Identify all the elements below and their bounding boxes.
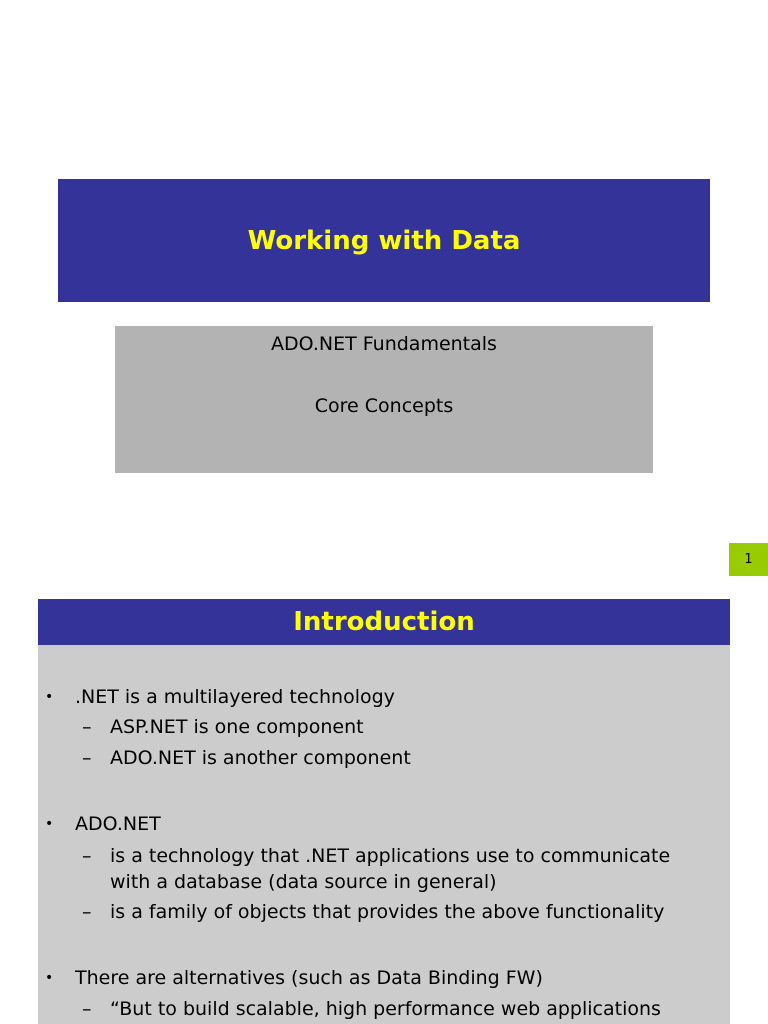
bullet-1-sub-1: ASP.NET is one component [110,716,364,738]
sub-bullet-dash: – [82,845,92,867]
title-banner [58,179,710,302]
sub-bullet-dash: – [82,901,92,923]
page-number-badge: 1 [729,543,768,576]
bullet-dot: • [45,689,54,705]
subtitle-line-1: ADO.NET Fundamentals [271,333,497,355]
bullet-3: There are alternatives (such as Data Binding FW) [75,967,543,989]
subtitle-box [115,326,653,473]
sub-bullet-dash: – [82,998,92,1020]
slide2-title: Introduction [293,607,475,637]
sub-bullet-dash: – [82,747,92,769]
bullet-1: .NET is a multilayered technology [75,686,395,708]
slide-title: Working with Data [247,225,521,256]
bullet-dot: • [45,970,54,986]
bullet-3-sub-1: “But to build scalable, high performance web applications [110,998,661,1020]
slide2-body [38,645,730,1024]
slide2-header [38,599,730,645]
bullet-1-sub-2: ADO.NET is another component [110,747,411,769]
subtitle-line-2: Core Concepts [314,395,454,417]
bullet-2-sub-2: is a family of objects that provides the above functionality [110,901,665,923]
bullet-2: ADO.NET [75,813,161,835]
bullet-2-sub-1-line-1: is a technology that .NET applications use to communicate [110,845,671,867]
bullet-dot: • [45,816,54,832]
bullet-2-sub-1-line-2: with a database (data source in general) [110,871,497,893]
sub-bullet-dash: – [82,716,92,738]
